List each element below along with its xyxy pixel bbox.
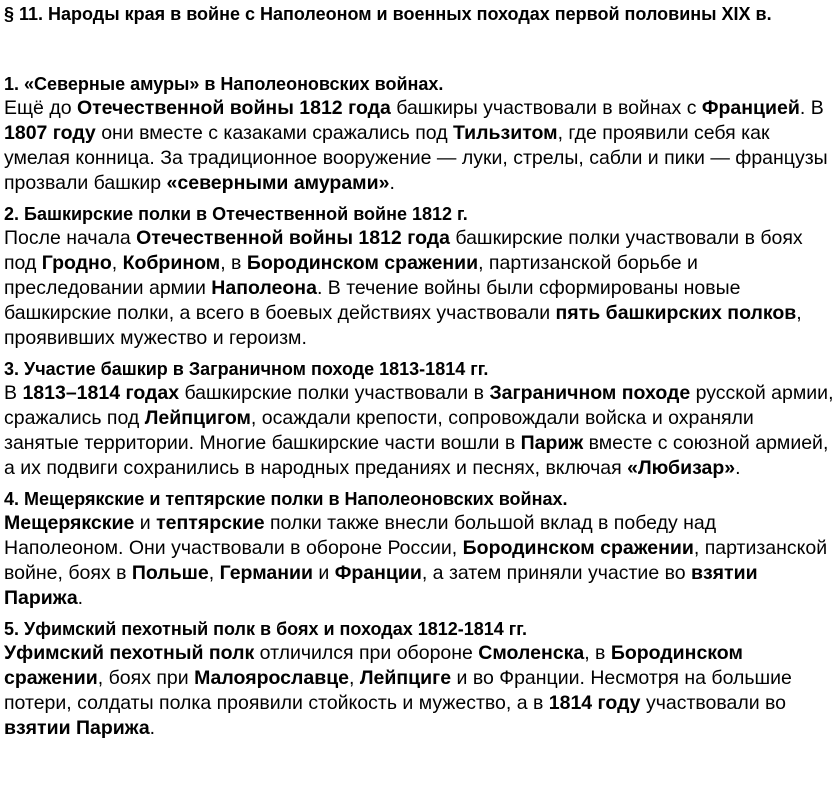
text-run: , в xyxy=(220,252,247,274)
bold-term: Бородинском сражении xyxy=(4,642,743,689)
text-run: . В течение войны были сформированы новые башкирские полки, а всего в боевых действиях участвовали xyxy=(4,277,741,324)
bold-term: Уфимский пехотный полк xyxy=(4,642,255,664)
bold-term: 1813–1814 годах xyxy=(22,382,180,404)
section-5 xyxy=(4,617,836,741)
bold-term: Малоярославце xyxy=(194,667,350,689)
text-run: , в xyxy=(584,642,611,664)
text-run: , xyxy=(349,667,360,689)
text-run: . xyxy=(735,457,741,479)
text-run: отличился при обороне xyxy=(254,642,479,664)
bold-term: Францией xyxy=(701,97,800,119)
section-heading: 5. Уфимский пехотный полк в боях и походах 1812-1814 гг. xyxy=(4,619,527,639)
text-run: После начала xyxy=(4,227,137,249)
text-run: башкирские полки участвовали в xyxy=(179,382,490,404)
section-heading: 1. «Северные амуры» в Наполеоновских войнах. xyxy=(4,74,444,94)
bold-term: Польше xyxy=(131,562,209,584)
section-1 xyxy=(4,72,836,196)
text-run: . xyxy=(77,587,84,609)
bold-term: 1807 году xyxy=(4,122,96,144)
text-run: . В xyxy=(799,97,824,119)
text-run: и xyxy=(312,562,335,584)
text-run: участвовали во xyxy=(640,692,787,714)
section-2 xyxy=(4,202,836,351)
text-run: и xyxy=(134,512,157,534)
bold-term: 1814 году xyxy=(548,692,641,714)
bold-term: пять башкирских полков xyxy=(555,302,797,324)
text-run: вместе с союзной армией, а их подвиги сохранились в народных преданиях и песнях, включая xyxy=(4,432,829,479)
text-run: , проявивших мужество и героизм. xyxy=(4,302,802,349)
section-heading: 2. Башкирские полки в Отечественной войне 1812 г. xyxy=(4,204,468,224)
section-4 xyxy=(4,487,836,611)
bold-term: Гродно xyxy=(41,252,112,274)
bold-term: Отечественной войны 1812 года xyxy=(136,227,450,249)
section-body xyxy=(4,641,834,741)
text-run: , партизанской борьбе и преследовании армии xyxy=(4,252,698,299)
text-run: , где проявили себя как умелая конница. За традиционное вооружение — луки, стрелы, сабли и пики — французы прозвали башкир xyxy=(4,122,828,194)
section-3 xyxy=(4,357,836,481)
bold-term: Франции xyxy=(334,562,422,584)
text-run: , боях при xyxy=(97,667,195,689)
bold-term: Отечественной войны 1812 года xyxy=(76,97,391,119)
bold-term: Наполеона xyxy=(211,277,317,299)
bold-term: Лейпцигом xyxy=(144,407,251,429)
text-run: , партизанской войне, боях в xyxy=(4,537,828,584)
section-body xyxy=(4,96,834,196)
text-run: В xyxy=(4,382,23,404)
bold-term: Смоленска xyxy=(478,642,585,664)
text-run: башкиры участвовали в войнах с xyxy=(390,97,702,119)
text-run: . xyxy=(389,172,395,194)
section-body xyxy=(4,226,834,351)
bold-term: Мещерякские xyxy=(4,512,135,534)
text-run: и во Франции. Несмотря на большие потери, солдаты полка проявили стойкость и мужество, а в xyxy=(4,667,792,714)
section-heading: 3. Участие башкир в Заграничном походе 1813-1814 гг. xyxy=(4,359,489,379)
bold-term: «Любизар» xyxy=(627,457,736,479)
page-title: § 11. Народы края в войне с Наполеоном и военных походах первой половины XIX в. xyxy=(4,4,772,24)
text-run: , осаждали крепости, сопровождали войска и охраняли занятые территории. Многие башкирские части вошли в xyxy=(4,407,754,454)
text-run: они вместе с казаками сражались под xyxy=(95,122,453,144)
bold-term: Лейпциге xyxy=(359,667,452,689)
text-run: башкирские полки участвовали в боях под xyxy=(4,227,803,274)
text-run: , xyxy=(208,562,220,584)
sections-container xyxy=(4,72,836,741)
section-heading: 4. Мещерякские и тептярские полки в Наполеоновских войнах. xyxy=(4,489,568,509)
text-run: Ещё до xyxy=(4,97,77,119)
bold-term: Бородинском сражении xyxy=(246,252,479,274)
bold-term: Заграничном походе xyxy=(489,382,691,404)
text-run: , xyxy=(111,252,123,274)
section-body xyxy=(4,511,834,611)
bold-term: взятии Парижа xyxy=(4,562,758,609)
bold-term: «северными амурами» xyxy=(166,172,390,194)
text-run: полки также внесли большой вклад в победу над Наполеоном. Они участвовали в обороне России, xyxy=(4,512,717,559)
bold-term: Кобрином xyxy=(122,252,221,274)
bold-term: Тильзитом xyxy=(453,122,558,144)
bold-term: взятии Парижа xyxy=(4,717,150,739)
text-run: русской армии, сражались под xyxy=(4,382,834,429)
text-run: . xyxy=(149,717,156,739)
bold-term: Германии xyxy=(219,562,313,584)
text-run: , а затем приняли участие во xyxy=(421,562,691,584)
bold-term: Бородинском сражении xyxy=(462,537,694,559)
section-body xyxy=(4,381,834,481)
bold-term: Париж xyxy=(520,432,584,454)
bold-term: тептярские xyxy=(156,512,265,534)
